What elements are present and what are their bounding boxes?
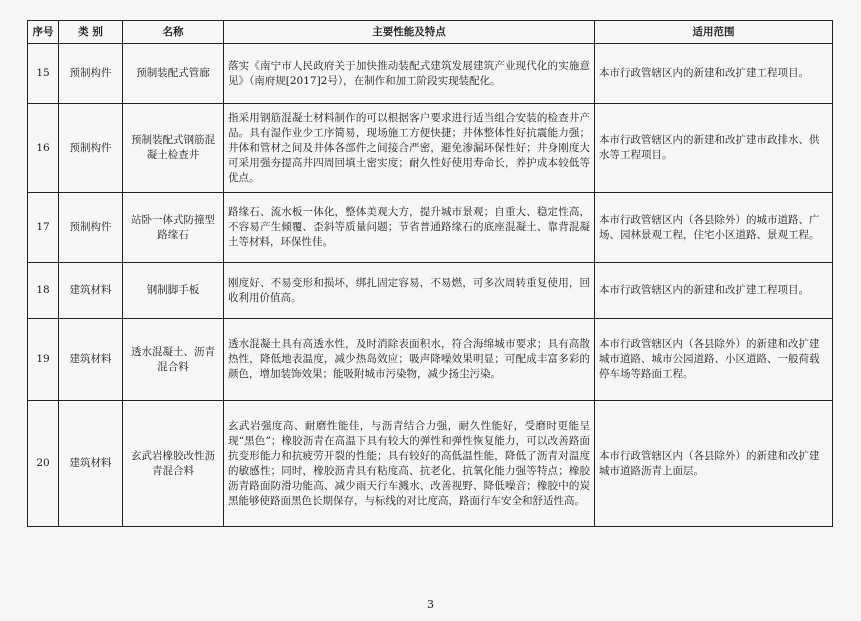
row-features: 刚度好、不易变形和损坏，绑扎固定容易，不易燃，可多次周转重复使用，回收利用价值高。 [224, 263, 595, 319]
row-category: 建筑材料 [59, 401, 123, 527]
row-category: 建筑材料 [59, 319, 123, 401]
header-name: 名称 [123, 21, 224, 44]
row-name: 预制装配式管廊 [123, 44, 224, 104]
table-row [28, 104, 833, 193]
header-scope: 适用范围 [595, 21, 833, 44]
row-scope: 本市行政管辖区内的新建和改扩建工程项目。 [595, 263, 833, 319]
row-name: 站卧一体式防撞型路缘石 [123, 193, 224, 263]
row-category: 预制构件 [59, 44, 123, 104]
row-scope: 本市行政管辖区内的新建和改扩建市政排水、供水等工程项目。 [595, 104, 833, 193]
row-scope: 本市行政管辖区内（各县除外）的城市道路、广场、园林景观工程，住宅小区道路、景观工程。 [595, 193, 833, 263]
row-category: 预制构件 [59, 193, 123, 263]
row-features: 玄武岩强度高、耐磨性能佳，与沥青结合力强，耐久性能好，受磨时更能呈现“黑色”；橡胶沥青在高温下具有较大的弹性和弹性恢复能力，可以改善路面抗变形能力和抗疲劳开裂的性能；具有较好的高低温性能，降低了沥青对温度的敏感性；同时，橡胶沥青具有粘度高、抗老化、抗氧化能力强等特点；橡胶沥青路面防滑功能高、减少雨天行车溅水、改善视野、降低噪音；橡胶中的炭黑能够使路面黑色长期保存，与标线的对比度高，路面行车安全和舒适性高。 [224, 401, 595, 527]
header-category: 类 别 [59, 21, 123, 44]
row-features: 指采用钢筋混凝土材料制作的可以根据客户要求进行适当组合安装的检查井产品。具有湿作业少工序简易，现场施工方便快捷；井体整体性好抗震能力强；井体和管材之间及井体各部件之间接合严密，避免渗漏环保性好；井身刚度大可采用强夯提高井四周回填土密实度；耐久性好使用寿命长，养护成本较低等优点。 [224, 104, 595, 193]
row-no: 18 [28, 263, 59, 319]
table-row [28, 193, 833, 263]
header-no: 序号 [28, 21, 59, 44]
row-scope: 本市行政管辖区内（各县除外）的新建和改扩建城市道路、城市公园道路、小区道路、一般荷载停车场等路面工程。 [595, 319, 833, 401]
page-number: 3 [427, 598, 434, 611]
row-category: 预制构件 [59, 104, 123, 193]
header-row [28, 21, 833, 44]
row-scope: 本市行政管辖区内（各县除外）的新建和改扩建城市道路沥青上面层。 [595, 401, 833, 527]
row-no: 17 [28, 193, 59, 263]
table-row [28, 319, 833, 401]
table-row [28, 44, 833, 104]
table-row [28, 401, 833, 527]
row-category: 建筑材料 [59, 263, 123, 319]
row-name: 透水混凝土、沥青混合料 [123, 319, 224, 401]
row-features: 落实《南宁市人民政府关于加快推动装配式建筑发展建筑产业现代化的实施意见》（南府规[2017]2号），在制作和加工阶段实现装配化。 [224, 44, 595, 104]
row-name: 钢制脚手板 [123, 263, 224, 319]
row-name: 预制装配式钢筋混凝土检查井 [123, 104, 224, 193]
table-row [28, 263, 833, 319]
product-table [27, 20, 833, 527]
row-no: 20 [28, 401, 59, 527]
row-no: 19 [28, 319, 59, 401]
row-features: 透水混凝土具有高透水性，及时消除表面积水，符合海绵城市要求；具有高散热性，降低地表温度，减少热岛效应；吸声降噪效果明显；可配成丰富多彩的颜色，增加装饰效果；能吸附城市污染物，减少扬尘污染。 [224, 319, 595, 401]
row-name: 玄武岩橡胶改性沥青混合料 [123, 401, 224, 527]
row-scope: 本市行政管辖区内的新建和改扩建工程项目。 [595, 44, 833, 104]
row-no: 16 [28, 104, 59, 193]
header-features: 主要性能及特点 [224, 21, 595, 44]
row-no: 15 [28, 44, 59, 104]
row-features: 路缘石、流水板一体化，整体美观大方，提升城市景观；自重大、稳定性高，不容易产生倾覆、歪斜等质量问题；节省普通路缘石的底座混凝土、靠背混凝土等材料，环保性佳。 [224, 193, 595, 263]
